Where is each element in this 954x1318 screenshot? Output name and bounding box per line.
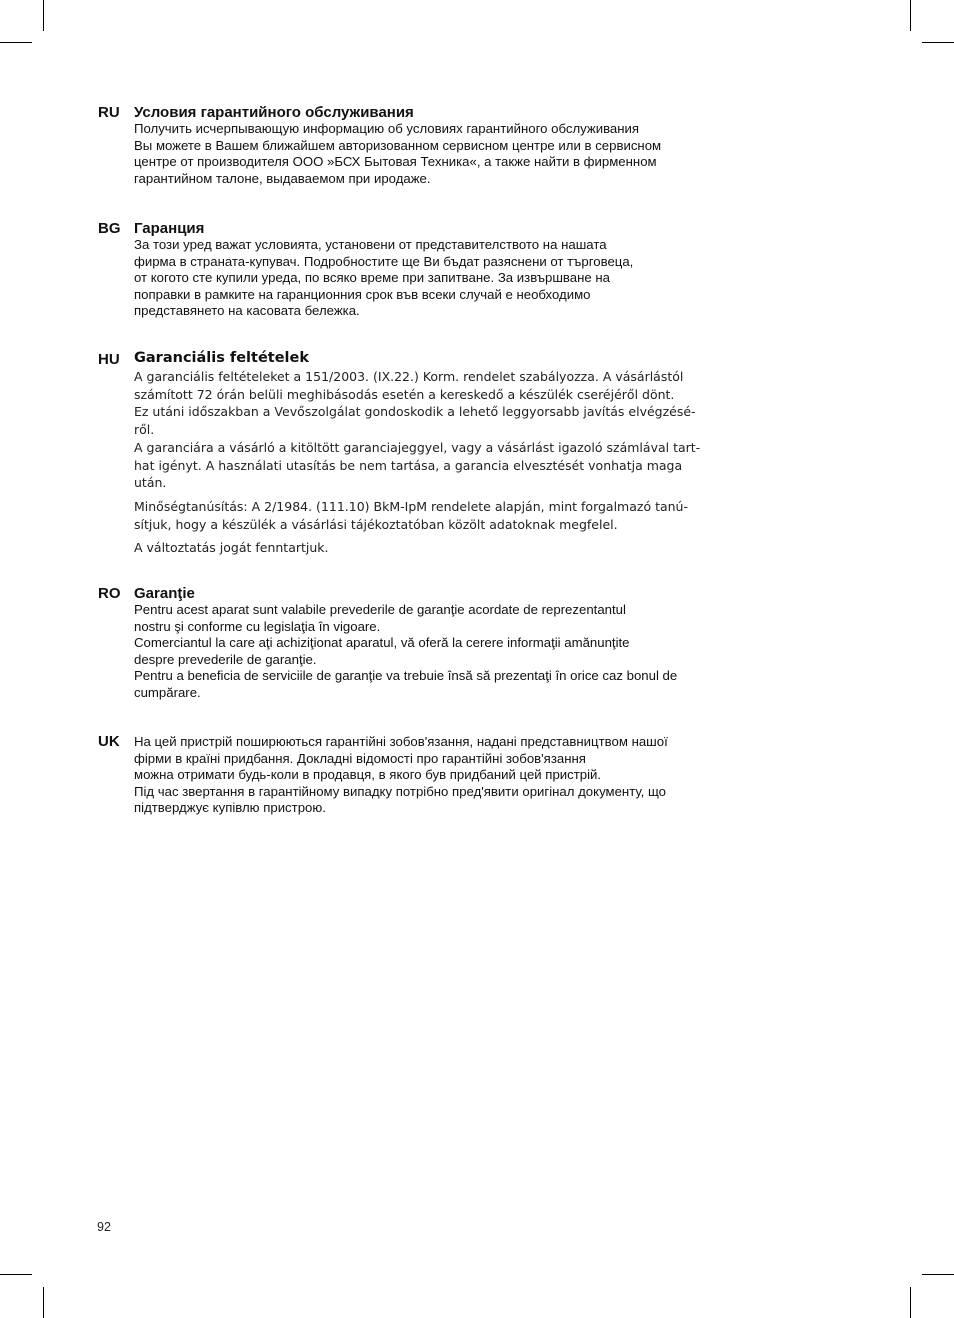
section-uk <box>98 733 758 817</box>
crop-mark-bottom-left-vertical <box>43 1287 44 1318</box>
section-ru <box>98 104 758 187</box>
crop-mark-top-left-vertical <box>43 0 44 31</box>
section-paragraph: Minőségtanúsítás: A 2/1984. (111.10) BkM-IpM rendelete alapján, mint forgalmazó tanú- sítjuk, hogy a készülék a vásárlási tájékoztatóban közölt adatoknak megfelel. <box>134 498 688 532</box>
section-paragraph: Получить исчерпывающую информацию об условиях гарантийного обслуживания Вы можете в Вашем ближайшем авторизованном сервисном центре или в сервисном центре от производителя ООО »БСХ Бытовая Техника«, а также найти в фирменном гарантийном талоне, выдаваемом при иродаже. <box>134 121 662 186</box>
section-title: Garanciális feltételek <box>134 350 310 366</box>
section-body <box>134 733 758 817</box>
section-paragraph: За този уред важат условията, установени от представителството на нашата фирма в страната-купувач. Подробностите ще Ви бъдат разяснени от търговеца, от когото сте купили уреда, по всяко време при запитване. За извършване на поправки в рамките на гаранционния срок във всеки случай е необходимо представянето на касовата бележка. <box>134 237 634 319</box>
section-ro <box>98 585 758 702</box>
section-title: Garanţie <box>134 585 195 602</box>
section-code: RO <box>98 585 121 602</box>
section-paragraph: На цей пристрій поширюються гарантійні зобов'язання, надані представництвом нашої фірми в країні придбання. Докладні відомості про гарантійні зобов'язання можна отримати будь-коли в продавця, в якого був придбаний цей пристрій. Під час звертання в гарантійному випадку потрібно пред'явити оригінал документу, що підтверджує купівлю пристрою. <box>134 734 668 816</box>
section-code: HU <box>98 351 120 368</box>
crop-mark-bottom-right-vertical <box>910 1287 911 1318</box>
section-body <box>134 602 758 702</box>
crop-mark-top-left-horizontal <box>0 42 32 43</box>
section-hu <box>98 349 758 557</box>
section-paragraph: A változtatás jogát fenntartjuk. <box>134 540 329 556</box>
section-body <box>134 121 758 187</box>
section-title: Гаранция <box>134 220 205 237</box>
section-code: BG <box>98 220 121 237</box>
crop-mark-bottom-left-horizontal <box>0 1274 32 1275</box>
section-code: RU <box>98 104 120 121</box>
section-body <box>134 237 758 320</box>
section-body <box>134 368 758 557</box>
section-paragraph: A garanciális feltételeket a 151/2003. (IX.22.) Korm. rendelet szabályozza. A vásárlástól számított 72 órán belüli meghibásodás esetén a kereskedő a készülék cseréjéről dönt. Ez utáni időszakban a Vevőszolgálat gondoskodik a lehető leggyorsabb javítás elvégzésé- ről. A garanciára a vásárló a kitöltött garanciajeggyel, vagy a vásárlást igazoló számlával tart- hat igényt. A használati utasítás be nem tartása, a garancia elvesztését vonhatja maga után. <box>134 369 701 491</box>
page-number: 92 <box>97 1220 111 1234</box>
section-paragraph: Pentru acest aparat sunt valabile prevederile de garanţie acordate de reprezentantul nostru şi conforme cu legislaţia în vigoare. Comerciantul la care aţi achiziţionat aparatul, vă oferă la cerere informaţii amănunţite despre prevederile de garanţie. Pentru a beneficia de serviciile de garanţie va trebuie însă să prezentaţi în orice caz bonul de cumpărare. <box>134 602 678 700</box>
section-bg <box>98 220 758 320</box>
crop-mark-top-right-vertical <box>910 0 911 31</box>
crop-mark-bottom-right-horizontal <box>922 1274 954 1275</box>
crop-mark-top-right-horizontal <box>922 42 954 43</box>
section-code: UK <box>98 733 120 750</box>
section-title: Условия гарантийного обслуживания <box>134 104 414 121</box>
